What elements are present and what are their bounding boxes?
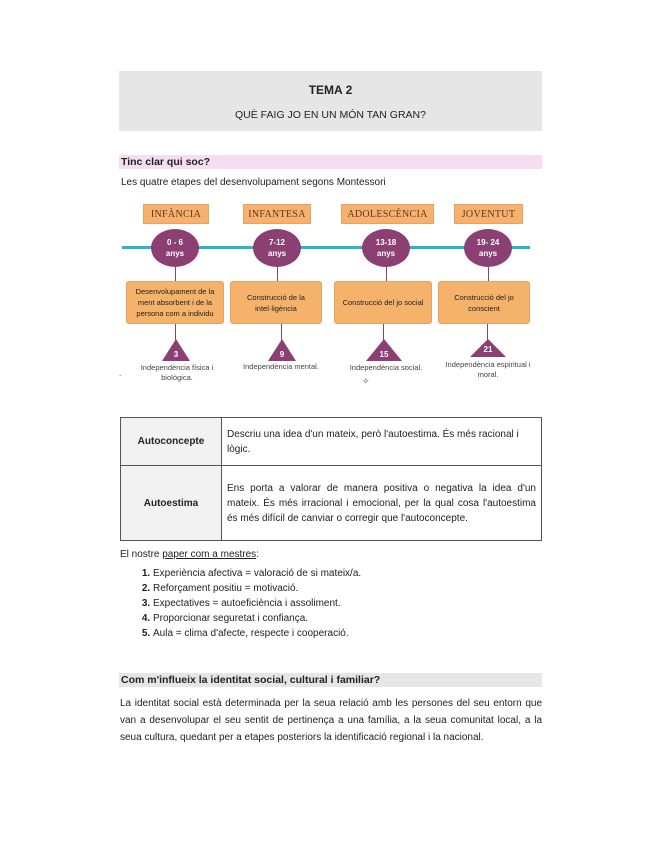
independence-text: Independència social. <box>349 363 423 372</box>
stem-connector <box>281 324 282 340</box>
age-range: 19- 24 <box>476 238 500 247</box>
stem-connector <box>383 324 384 340</box>
roles-intro-underlined: paper com a mestres <box>162 549 257 560</box>
age-circle-infancia <box>151 229 199 267</box>
age-unit: anys <box>267 249 287 258</box>
independence-text: Independència espiritual i moral. <box>445 360 531 379</box>
concept-term: Autoestima <box>121 466 222 541</box>
stage-number: 15 <box>379 350 389 359</box>
age-circle-joventut <box>464 229 512 267</box>
stem-connector <box>487 324 488 340</box>
section-heading-identity: Com m'influeix la identitat social, cultural i familiar? <box>119 673 542 687</box>
concept-definition: Ens porta a valorar de manera positiva o negativa la idea d'un mateix. És més irracional i emocional, per la qual cosa l'autoestima és més difícil de canviar o corregir que l'autoconcepte. <box>222 466 542 541</box>
stage-label-infantesa: INFANTESA <box>243 204 311 224</box>
independence-text: Independència mental. <box>243 362 319 371</box>
concepts-table <box>120 417 542 541</box>
list-item: 2. Reforçament positiu = motivació. <box>153 581 361 596</box>
concept-term: Autoconcepte <box>121 418 222 466</box>
independence-text: Independència física i biològica. <box>140 363 214 382</box>
stage-desc-infantesa: Construcció de la intel·ligència <box>230 281 322 324</box>
age-unit: anys <box>376 249 396 258</box>
stem-connector <box>488 267 489 281</box>
table-row <box>121 466 542 541</box>
age-circle-infantesa <box>253 229 301 267</box>
stem-connector <box>175 267 176 281</box>
age-unit: anys <box>478 249 498 258</box>
concept-definition: Descriu una idea d'un mateix, però l'autoestima. És més racional i lògic. <box>222 418 542 466</box>
stage-label-infancia: INFÀNCIA <box>143 204 209 224</box>
stage-desc-infancia: Desenvolupament de la ment absorbent i de la persona com a individu <box>126 281 224 324</box>
roles-list <box>136 566 361 641</box>
roles-intro-suffix: : <box>256 549 259 560</box>
sparkle-icon: ✧ <box>362 376 370 386</box>
list-item: 1. Experiència afectiva = valoració de si mateix/a. <box>153 566 361 581</box>
stage-number: 21 <box>483 345 493 354</box>
stage-desc-adolescencia: Construcció del jo social <box>334 281 432 324</box>
infographic-caption: Les quatre etapes del desenvolupament segons Montessori <box>121 177 386 188</box>
stage-number: 9 <box>279 350 285 359</box>
roles-intro-prefix: El nostre <box>120 549 163 560</box>
stem-connector <box>386 267 387 281</box>
stage-desc-joventut: Construcció del jo conscient <box>438 281 530 324</box>
age-range: 7-12 <box>268 238 285 247</box>
list-item: 5. Aula = clima d'afecte, respecte i cooperació. <box>153 626 361 641</box>
identity-paragraph: La identitat social està determinada per la seua relació amb les persones del seu entorn que van a desenvolupar el seu sentit de pertinença a una família, a la seua comunitat local, a la seua cultura, quedant per a etapes posteriors la identificació regional i la nacional. <box>120 698 542 743</box>
section-heading-who-am-i: Tinc clar qui soc? <box>119 155 542 169</box>
stage-number: 3 <box>173 350 179 359</box>
age-unit: anys <box>165 249 185 258</box>
list-item: 3. Expectatives = autoeficiència i assoliment. <box>153 596 361 611</box>
stage-label-adolescencia: ADOLESCÈNCIA <box>341 204 434 224</box>
dot-icon: . <box>119 369 122 378</box>
page-title: TEMA 2 <box>308 83 353 97</box>
stem-connector <box>277 267 278 281</box>
roles-intro <box>120 549 259 560</box>
table-row <box>121 418 542 466</box>
age-circle-adolescencia <box>362 229 410 267</box>
title-box <box>119 71 542 131</box>
stage-label-joventut: JOVENTUT <box>454 204 523 224</box>
age-range: 0 - 6 <box>166 238 183 247</box>
page-subtitle: QUÈ FAIG JO EN UN MÓN TAN GRAN? <box>235 109 426 121</box>
stem-connector <box>175 324 176 340</box>
age-range: 13-18 <box>375 238 397 247</box>
list-item: 4. Proporcionar seguretat i confiança. <box>153 611 361 626</box>
